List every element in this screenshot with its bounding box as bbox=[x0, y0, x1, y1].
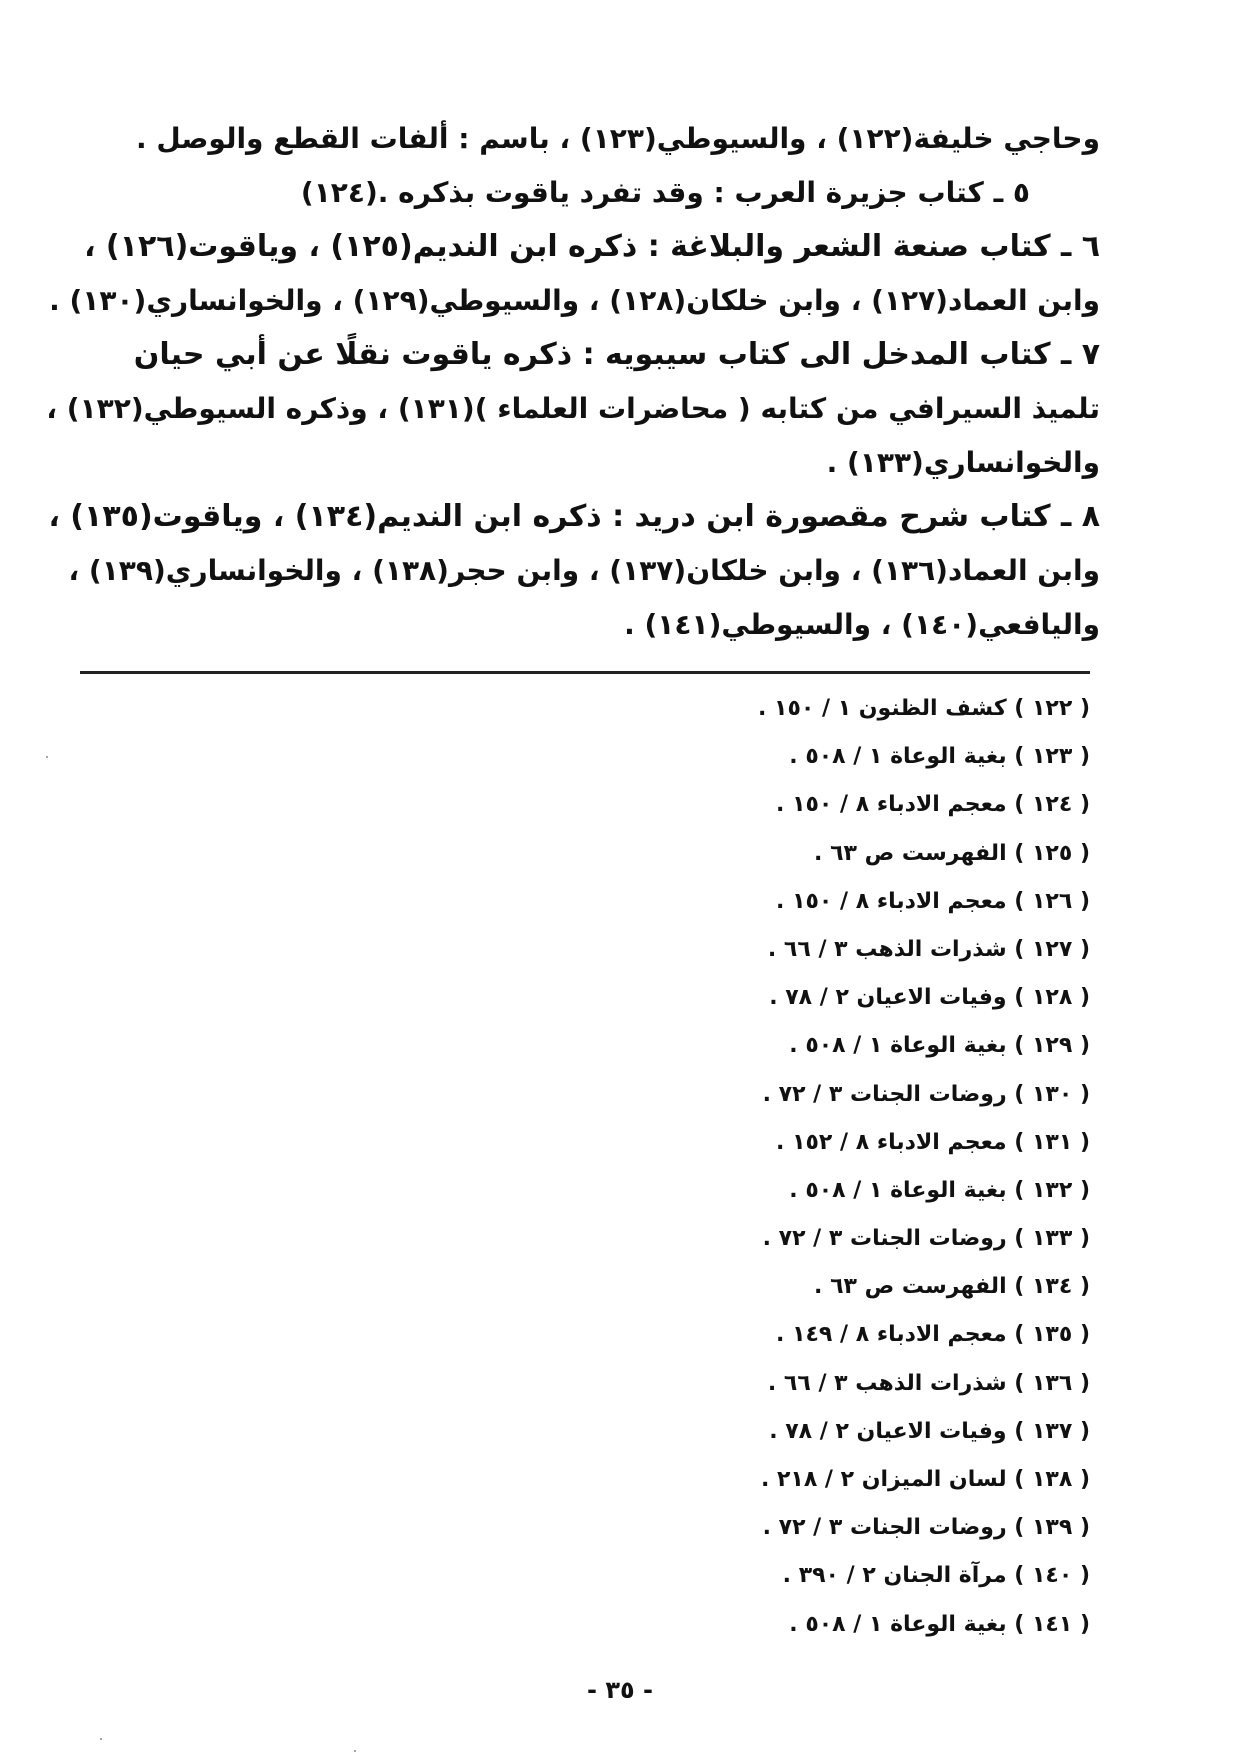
footnote: ( ١٣١ ) معجم الادباء ٨ / ١٥٢ . bbox=[776, 1129, 1090, 1155]
footnote: ( ١٣٩ ) روضات الجنات ٣ / ٧٢ . bbox=[762, 1515, 1090, 1541]
footnote: ( ١٣٥ ) معجم الادباء ٨ / ١٤٩ . bbox=[776, 1322, 1090, 1348]
main-text bbox=[46, 112, 1100, 652]
page-number: - ٣٥ - bbox=[587, 1676, 653, 1704]
footnote: ( ١٤٠ ) مرآة الجنان ٢ / ٣٩٠ . bbox=[782, 1563, 1090, 1589]
text-line: ٦ ـ كتاب صنعة الشعر والبلاغة : ذكره ابن النديم(١٢٥) ، وياقوت(١٢٦) ، bbox=[84, 229, 1100, 264]
footnote: ( ١٢٨ ) وفيات الاعيان ٢ / ٧٨ . bbox=[769, 985, 1090, 1011]
scan-speck bbox=[100, 1738, 102, 1740]
footnote: ( ١٣٤ ) الفهرست ص ٦٣ . bbox=[814, 1274, 1090, 1300]
footnote: ( ١٤١ ) بغية الوعاة ١ / ٥٠٨ . bbox=[789, 1611, 1090, 1637]
footnote-divider bbox=[80, 671, 1090, 674]
footnote: ( ١٣٦ ) شذرات الذهب ٣ / ٦٦ . bbox=[767, 1370, 1090, 1396]
footnote: ( ١٢٧ ) شذرات الذهب ٣ / ٦٦ . bbox=[767, 936, 1090, 962]
text-line: وابن العماد(١٣٦) ، وابن خلكان(١٣٧) ، وابن حجر(١٣٨) ، والخوانساري(١٣٩) ، bbox=[68, 554, 1100, 587]
text-line: تلميذ السيرافي من كتابه ( محاضرات العلماء )(١٣١) ، وذكره السيوطي(١٣٢) ، bbox=[46, 392, 1100, 425]
text-line: ٧ ـ كتاب المدخل الى كتاب سيبويه : ذكره ياقوت نقلًا عن أبي حيان bbox=[133, 337, 1100, 372]
footnote: ( ١٢٣ ) بغية الوعاة ١ / ٥٠٨ . bbox=[789, 744, 1090, 770]
text-line: والخوانساري(١٣٣) . bbox=[826, 446, 1100, 479]
footnote: ( ١٣٠ ) روضات الجنات ٣ / ٧٢ . bbox=[762, 1081, 1090, 1107]
footnote: ( ١٢٦ ) معجم الادباء ٨ / ١٥٠ . bbox=[776, 888, 1090, 914]
scan-speck bbox=[46, 756, 48, 758]
text-line: ٨ ـ كتاب شرح مقصورة ابن دريد : ذكره ابن النديم(١٣٤) ، وياقوت(١٣٥) ، bbox=[48, 499, 1100, 534]
footnote: ( ١٢٩ ) بغية الوعاة ١ / ٥٠٨ . bbox=[789, 1033, 1090, 1059]
footnote: ( ١٣٨ ) لسان الميزان ٢ / ٢١٨ . bbox=[760, 1467, 1090, 1492]
text-line: ٥ ـ كتاب جزيرة العرب : وقد تفرد ياقوت بذكره .(١٢٤) bbox=[300, 176, 1030, 209]
footnote: ( ١٣٢ ) بغية الوعاة ١ / ٥٠٨ . bbox=[789, 1177, 1090, 1203]
footnote: ( ١٣٣ ) روضات الجنات ٣ / ٧٢ . bbox=[762, 1226, 1090, 1252]
footnote: ( ١٢٤ ) معجم الادباء ٨ / ١٥٠ . bbox=[776, 792, 1090, 818]
footnote: ( ١٢٢ ) كشف الظنون ١ / ١٥٠ . bbox=[758, 696, 1090, 721]
text-line: وابن العماد(١٢٧) ، وابن خلكان(١٢٨) ، والسيوطي(١٢٩) ، والخوانساري(١٣٠) . bbox=[49, 284, 1100, 317]
footnote: ( ١٢٥ ) الفهرست ص ٦٣ . bbox=[814, 840, 1090, 866]
text-line: وحاجي خليفة(١٢٢) ، والسيوطي(١٢٣) ، باسم : ألفات القطع والوصل . bbox=[135, 122, 1100, 155]
scan-speck bbox=[354, 1750, 356, 1752]
text-line: واليافعي(١٤٠) ، والسيوطي(١٤١) . bbox=[624, 608, 1100, 641]
footnote: ( ١٣٧ ) وفيات الاعيان ٢ / ٧٨ . bbox=[769, 1418, 1090, 1444]
footnotes-list bbox=[490, 685, 1090, 1649]
